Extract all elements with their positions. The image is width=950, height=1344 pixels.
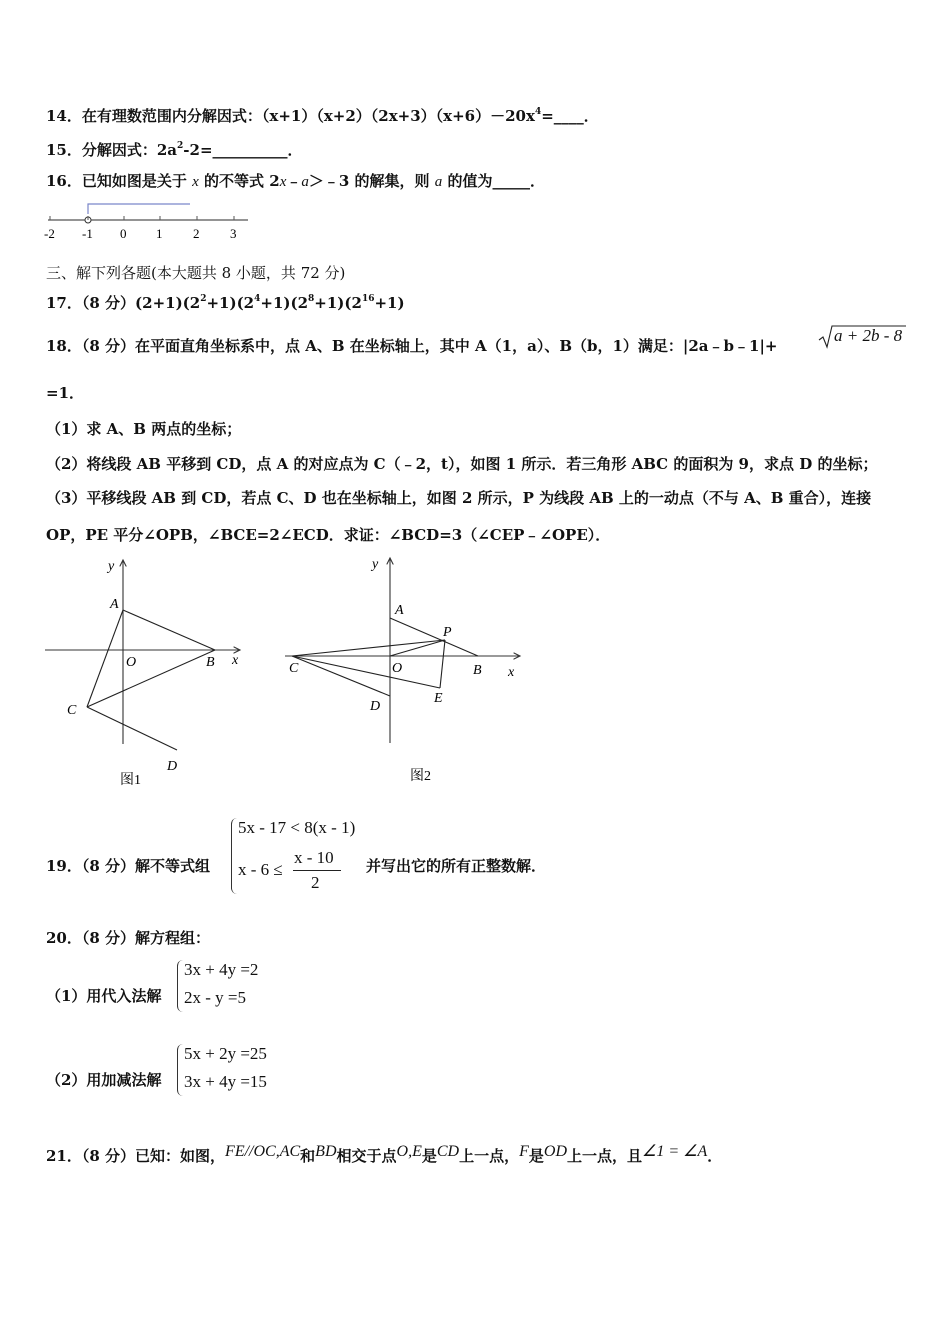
tick-label: 1	[156, 226, 163, 241]
question-15: 15．分解因式：$2a^2-2=\_\_\_\_\_\_\_\_\_\_$．	[46, 141, 303, 159]
label-o: O	[126, 655, 137, 670]
fraction-denominator: 2	[311, 873, 320, 892]
tick-label: 3	[230, 226, 237, 241]
label-c: C	[289, 661, 299, 676]
segment-pe	[440, 640, 445, 688]
label-a: A	[110, 597, 119, 612]
segment-cd	[87, 707, 177, 750]
tick-label: 0	[120, 226, 127, 241]
segment-cd	[292, 656, 390, 696]
segment-ab	[123, 610, 215, 650]
figure-2	[280, 548, 540, 788]
label-x: x	[508, 665, 515, 680]
question-20-part1: （1）用代入法解	[46, 987, 162, 1005]
question-19-label: 19．（8 分）解不等式组	[46, 857, 211, 875]
label-a: A	[395, 603, 404, 618]
question-14: 14．在有理数范围内分解因式：$(x+1)(x+2)(2x+3)(x+6)-20x^4=\_\_\_\_$．	[46, 107, 599, 125]
label-y: y	[372, 557, 379, 572]
label-x: x	[232, 653, 239, 668]
figure-1-caption: 图1	[120, 773, 141, 788]
label-c: C	[67, 703, 77, 718]
label-e: E	[434, 691, 443, 706]
equation-3: 5x + 2y =25	[184, 1044, 267, 1063]
fraction-bar	[293, 870, 341, 871]
number-line	[40, 198, 260, 244]
equation-2: 2x - y =5	[184, 988, 246, 1007]
question-19-tail: 并写出它的所有正整数解．	[366, 857, 547, 875]
label-b: B	[206, 655, 215, 670]
question-18-part2: （2）将线段 AB 平移到 CD，点 A 的对应点为 C（﹣2，t），如图 1 所示．若三角形 ABC 的面积为 9，求点 D 的坐标；	[46, 455, 878, 473]
question-18-part3: （3）平移线段 AB 到 CD，若点 C、D 也在坐标轴上，如图 2 所示，P 为线段 AB 上的一动点（不与 A、B 重合），连接	[46, 489, 872, 507]
fraction-numerator: x - 10	[294, 848, 334, 867]
segment-ab	[390, 618, 478, 656]
inequality-2-left: x - 6 ≤	[238, 860, 283, 879]
tick-label: -2	[44, 226, 55, 241]
solution-ray	[88, 204, 190, 214]
label-o: O	[392, 661, 403, 676]
inequality-1: 5x - 17 < 8(x - 1)	[238, 818, 356, 837]
tick-label: 2	[193, 226, 200, 241]
question-16: 16．已知如图是关于 x 的不等式 2x﹣a＞﹣3 的解集，则 a 的值为_____．	[46, 172, 546, 190]
question-17: 17．（8 分）$(2+1)(2^2+1)(2^4+1)(2^8+1)(2^{16}+1)$	[46, 294, 405, 312]
equation-4: 3x + 4y =15	[184, 1072, 267, 1091]
label-d: D	[167, 759, 178, 774]
figure-2-caption: 图2	[410, 769, 431, 784]
segment-cp	[292, 640, 445, 656]
segment-ac	[87, 610, 123, 707]
label-b: B	[473, 663, 482, 678]
label-p: P	[443, 625, 452, 640]
question-18-line1: 18．（8 分）在平面直角坐标系中，点 A、B 在坐标轴上，其中 A（1，a）、B（b，1）满足：|2a﹣b﹣1|+	[46, 337, 778, 355]
question-18-part3b: OP，PE 平分∠OPB，∠BCE=2∠ECD．求证：∠BCD=3（∠CEP﹣∠OPE）．	[46, 526, 611, 544]
label-d: D	[370, 699, 381, 714]
question-20-label: 20．（8 分）解方程组：	[46, 929, 211, 947]
section-3-heading: 三、解下列各题(本大题共 8 小题，共 72 分)	[46, 264, 346, 282]
question-21: 21．（8 分）已知：如图，FE//OC,AC和BD相交于点O,E是CD上一点，F是OD上一点，且∠1 = ∠A．	[46, 1143, 723, 1165]
question-18-part1: （1）求 A、B 两点的坐标；	[46, 420, 242, 438]
question-20-part2: （2）用加减法解	[46, 1071, 162, 1089]
label-y: y	[108, 559, 115, 574]
segment-ce	[292, 656, 440, 688]
segment-bc	[87, 650, 215, 707]
tick-label: -1	[82, 226, 93, 241]
question-18-line1b: =1．	[46, 384, 85, 402]
figure-1	[40, 552, 260, 792]
equation-1: 3x + 4y =2	[184, 960, 259, 979]
